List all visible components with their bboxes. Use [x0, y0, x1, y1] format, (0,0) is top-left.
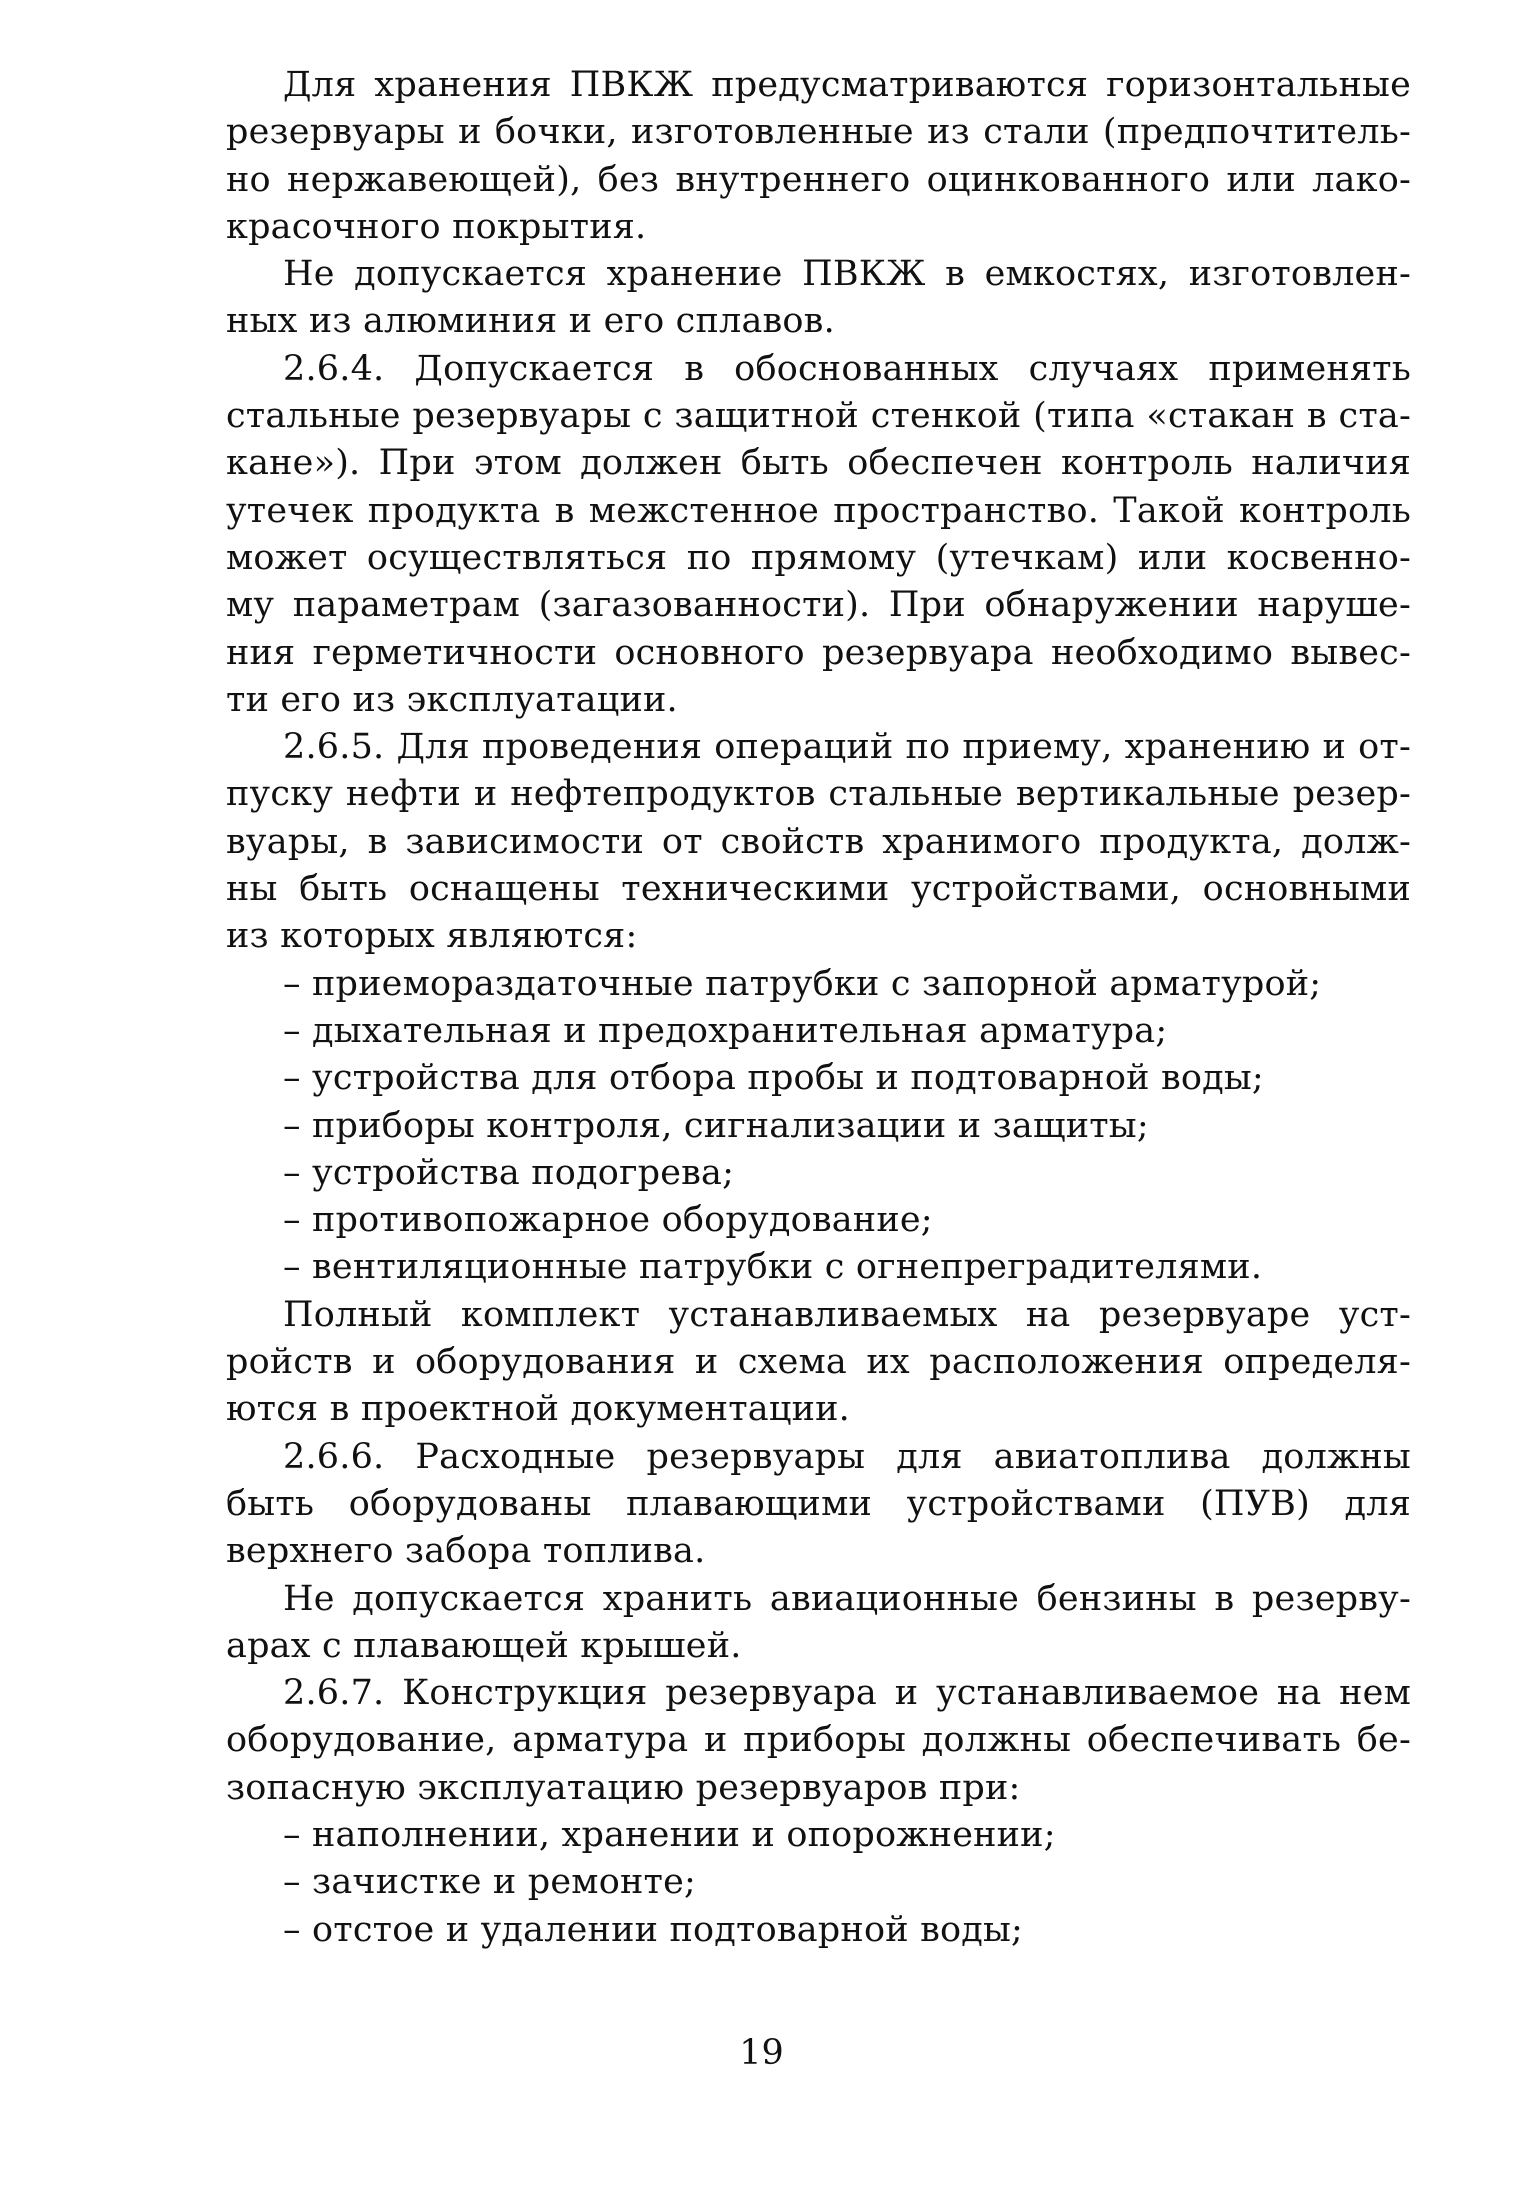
text-line: может осуществляться по прямому (утечкам) или косвенно-: [226, 537, 1411, 578]
body-text: [226, 62, 1411, 1954]
text-line: вуары, в зависимости от свойств хранимого продукта, долж-: [226, 821, 1411, 862]
page-number: 19: [739, 2033, 784, 2073]
text-line: ются в проектной документации.: [226, 1389, 850, 1430]
text-line: ния герметичности основного резервуара необходимо вывес-: [226, 632, 1411, 673]
list-item: – наполнении, хранении и опорожнении;: [283, 1814, 1056, 1855]
text-line: Не допускается хранить авиационные бензины в резерву-: [283, 1578, 1411, 1619]
text-line: утечек продукта в межстенное пространство. Такой контроль: [226, 490, 1411, 531]
text-line: из которых являются:: [226, 916, 638, 957]
list-item: – противопожарное оборудование;: [283, 1200, 933, 1241]
text-line: Для хранения ПВКЖ предусматриваются горизонтальные: [283, 65, 1411, 105]
text-line: оборудование, арматура и приборы должны обеспечивать бе-: [226, 1720, 1411, 1761]
list-item: – устройства подогрева;: [283, 1152, 735, 1193]
text-line: ройств и оборудования и схема их расположения определя-: [226, 1342, 1411, 1383]
text-line: быть оборудованы плавающими устройствами (ПУВ) для: [226, 1483, 1411, 1524]
text-line: резервуары и бочки, изготовленные из стали (предпочтитель-: [226, 112, 1411, 153]
text-line: верхнего забора топлива.: [226, 1531, 706, 1572]
text-line: стальные резервуары с защитной стенкой (типа «стакан в ста-: [226, 396, 1411, 437]
text-line: 2.6.4. Допускается в обоснованных случаях применять: [283, 348, 1411, 389]
text-line: зопасную эксплуатацию резервуаров при:: [226, 1767, 1021, 1808]
list-item: – приборы контроля, сигнализации и защиты;: [283, 1105, 1149, 1146]
list-item: – вентиляционные патрубки с огнепреградителями.: [283, 1247, 1263, 1288]
text-line: 2.6.6. Расходные резервуары для авиатоплива должны: [283, 1436, 1411, 1477]
text-line: красочного покрытия.: [226, 206, 647, 247]
list-item: – приемораздаточные патрубки с запорной арматурой;: [283, 963, 1322, 1004]
text-line: пуску нефти и нефтепродуктов стальные вертикальные резер-: [226, 774, 1411, 815]
list-item: – отстое и удалении подтоварной воды;: [283, 1909, 1024, 1950]
text-line: 2.6.5. Для проведения операций по приему, хранению и от-: [283, 727, 1411, 768]
list-item: – устройства для отбора пробы и подтоварной воды;: [283, 1058, 1264, 1099]
text-line: кане»). При этом должен быть обеспечен контроль наличия: [226, 443, 1411, 484]
list-item: – зачистке и ремонте;: [283, 1862, 696, 1903]
list-item: – дыхательная и предохранительная арматура;: [283, 1010, 1168, 1051]
text-line: но нержавеющей), без внутреннего оцинкованного или лако-: [226, 159, 1411, 200]
text-line: ных из алюминия и его сплавов.: [226, 301, 835, 342]
text-line: Полный комплект устанавливаемых на резервуаре уст-: [283, 1294, 1411, 1335]
text-line: му параметрам (загазованности). При обнаружении наруше-: [226, 585, 1411, 626]
text-line: ти его из эксплуатации.: [226, 679, 678, 720]
text-line: 2.6.7. Конструкция резервуара и устанавливаемое на нем: [283, 1673, 1411, 1714]
text-line: ны быть оснащены техническими устройствами, основными: [226, 869, 1411, 910]
text-line: Не допускается хранение ПВКЖ в емкостях, изготовлен-: [283, 254, 1411, 295]
text-line: арах с плавающей крышей.: [226, 1625, 742, 1666]
